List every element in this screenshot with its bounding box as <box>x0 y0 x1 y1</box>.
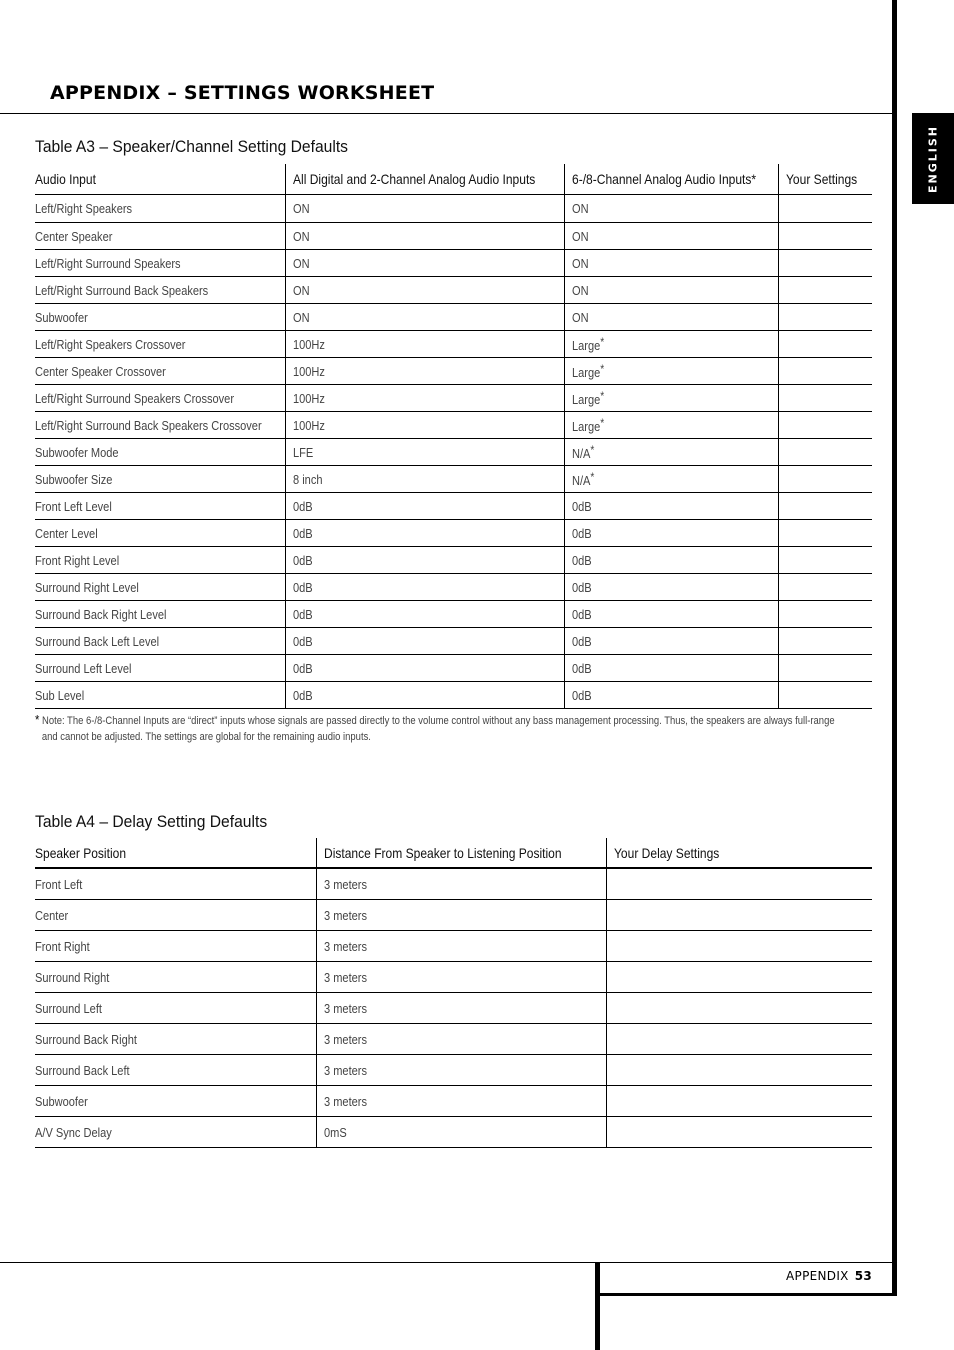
audio-input-cell: Front Right Level <box>35 547 285 574</box>
table-row <box>35 493 872 520</box>
analog-default-cell: 0dB <box>564 520 778 547</box>
analog-default-cell: 0dB <box>564 655 778 682</box>
language-tab-label: ENGLISH <box>926 124 940 193</box>
speaker-position-cell: A/V Sync Delay <box>35 1117 316 1148</box>
asterisk-mark: * <box>599 416 604 430</box>
speaker-channel-defaults-table <box>35 164 872 709</box>
page-number: 53 <box>854 1269 872 1283</box>
audio-input-cell: Left/Right Surround Back Speakers Crossover <box>35 412 285 439</box>
footnote-text-line2: and cannot be adjusted. The settings are global for the remaining audio inputs. <box>41 731 371 743</box>
distance-cell: 3 meters <box>316 868 606 900</box>
distance-cell: 3 meters <box>316 993 606 1024</box>
analog-default-cell: ON <box>564 304 778 331</box>
your-delay-cell[interactable] <box>606 1117 872 1148</box>
table-row <box>35 520 872 547</box>
analog-default-cell: ON <box>564 223 778 250</box>
asterisk-mark: * <box>589 470 594 484</box>
digital-default-cell: 0dB <box>285 493 564 520</box>
your-delay-cell[interactable] <box>606 868 872 900</box>
audio-input-cell: Center Speaker Crossover <box>35 358 285 385</box>
audio-input-cell: Left/Right Speakers <box>35 195 285 223</box>
distance-cell: 3 meters <box>316 1086 606 1117</box>
audio-input-cell: Left/Right Surround Speakers <box>35 250 285 277</box>
distance-cell: 3 meters <box>316 1055 606 1086</box>
table-row <box>35 466 872 493</box>
table-row <box>35 412 872 439</box>
digital-default-cell: ON <box>285 277 564 304</box>
table-row <box>35 304 872 331</box>
audio-input-cell: Surround Left Level <box>35 655 285 682</box>
analog-default-cell: 0dB <box>564 547 778 574</box>
speaker-position-cell: Surround Back Right <box>35 1024 316 1055</box>
speaker-position-cell: Front Right <box>35 931 316 962</box>
footer-section-label: APPENDIX <box>786 1269 849 1283</box>
digital-default-cell: 100Hz <box>285 385 564 412</box>
asterisk-mark: * <box>599 335 604 349</box>
asterisk-mark: * <box>589 443 594 457</box>
speaker-position-cell: Center <box>35 900 316 931</box>
digital-default-cell: LFE <box>285 439 564 466</box>
your-settings-cell[interactable] <box>778 547 872 574</box>
your-settings-cell[interactable] <box>778 250 872 277</box>
analog-default-cell: 0dB <box>564 493 778 520</box>
digital-default-cell: 8 inch <box>285 466 564 493</box>
table-row <box>35 331 872 358</box>
your-settings-cell[interactable] <box>778 574 872 601</box>
asterisk-mark: * <box>599 362 604 376</box>
your-delay-cell[interactable] <box>606 900 872 931</box>
digital-default-cell: 0dB <box>285 682 564 709</box>
your-delay-cell[interactable] <box>606 1055 872 1086</box>
digital-default-cell: 0dB <box>285 655 564 682</box>
table-row <box>35 1117 872 1148</box>
footnote-marker: * <box>35 712 40 727</box>
audio-input-cell: Subwoofer Size <box>35 466 285 493</box>
your-settings-cell[interactable] <box>778 195 872 223</box>
analog-default-cell: 0dB <box>564 601 778 628</box>
digital-default-cell: 0dB <box>285 628 564 655</box>
your-settings-cell[interactable] <box>778 385 872 412</box>
analog-default-cell: ON <box>564 195 778 223</box>
digital-default-cell: ON <box>285 304 564 331</box>
analog-default-cell: Large* <box>564 331 778 358</box>
your-settings-cell[interactable] <box>778 601 872 628</box>
column-header-speaker-position: Speaker Position <box>35 838 316 868</box>
table-row <box>35 962 872 993</box>
analog-default-cell: N/A* <box>564 439 778 466</box>
audio-input-cell: Subwoofer <box>35 304 285 331</box>
table-row <box>35 993 872 1024</box>
table-row <box>35 900 872 931</box>
your-delay-cell[interactable] <box>606 962 872 993</box>
column-header-your-delay: Your Delay Settings <box>606 838 872 868</box>
your-delay-cell[interactable] <box>606 1024 872 1055</box>
page-title: APPENDIX – SETTINGS WORKSHEET <box>50 82 435 104</box>
speaker-position-cell: Surround Left <box>35 993 316 1024</box>
table-row <box>35 1055 872 1086</box>
table-row <box>35 250 872 277</box>
footer-box-rule <box>600 1293 897 1296</box>
analog-default-cell: 0dB <box>564 628 778 655</box>
column-header-audio-input: Audio Input <box>35 164 285 195</box>
column-header-analog-inputs: 6-/8-Channel Analog Audio Inputs* <box>564 164 778 195</box>
your-settings-cell[interactable] <box>778 628 872 655</box>
analog-default-cell: 0dB <box>564 682 778 709</box>
your-settings-cell[interactable] <box>778 223 872 250</box>
distance-cell: 3 meters <box>316 931 606 962</box>
table-a3-title: Table A3 – Speaker/Channel Setting Defaults <box>35 137 349 156</box>
table-row <box>35 547 872 574</box>
distance-cell: 3 meters <box>316 962 606 993</box>
distance-cell: 3 meters <box>316 1024 606 1055</box>
table-a4-title: Table A4 – Delay Setting Defaults <box>35 812 268 831</box>
analog-default-cell: N/A* <box>564 466 778 493</box>
table-row <box>35 385 872 412</box>
audio-input-cell: Center Speaker <box>35 223 285 250</box>
audio-input-cell: Center Level <box>35 520 285 547</box>
analog-default-cell: ON <box>564 277 778 304</box>
audio-input-cell: Surround Back Left Level <box>35 628 285 655</box>
your-settings-cell[interactable] <box>778 358 872 385</box>
audio-input-cell: Left/Right Surround Speakers Crossover <box>35 385 285 412</box>
audio-input-cell: Front Left Level <box>35 493 285 520</box>
your-delay-cell[interactable] <box>606 931 872 962</box>
speaker-position-cell: Front Left <box>35 868 316 900</box>
digital-default-cell: ON <box>285 223 564 250</box>
page-edge-bar <box>892 0 897 1295</box>
analog-default-cell: Large* <box>564 412 778 439</box>
table-row <box>35 574 872 601</box>
digital-default-cell: 0dB <box>285 547 564 574</box>
analog-default-cell: Large* <box>564 358 778 385</box>
table-row <box>35 1086 872 1117</box>
digital-default-cell: 100Hz <box>285 358 564 385</box>
column-header-your-settings: Your Settings <box>778 164 872 195</box>
table-header-row <box>35 838 872 868</box>
table-row <box>35 439 872 466</box>
digital-default-cell: 0dB <box>285 601 564 628</box>
your-settings-cell[interactable] <box>778 277 872 304</box>
audio-input-cell: Surround Back Right Level <box>35 601 285 628</box>
your-settings-cell[interactable] <box>778 466 872 493</box>
page-footer <box>786 1269 872 1283</box>
footer-divider-bar <box>595 1262 600 1350</box>
audio-input-cell: Left/Right Surround Back Speakers <box>35 277 285 304</box>
speaker-position-cell: Subwoofer <box>35 1086 316 1117</box>
asterisk-mark: * <box>599 389 604 403</box>
table-row <box>35 601 872 628</box>
language-tab <box>912 113 954 204</box>
footnote-text-line1: Note: The 6-/8-Channel Inputs are “direct” inputs whose signals are passed directly to the volume control without any bass management processing. Thus, the speakers are always full-range <box>41 715 835 727</box>
your-settings-cell[interactable] <box>778 304 872 331</box>
distance-cell: 0mS <box>316 1117 606 1148</box>
digital-default-cell: ON <box>285 195 564 223</box>
audio-input-cell: Sub Level <box>35 682 285 709</box>
speaker-position-cell: Surround Back Left <box>35 1055 316 1086</box>
column-header-digital-inputs: All Digital and 2-Channel Analog Audio Inputs <box>285 164 564 195</box>
header-rule <box>0 113 894 114</box>
analog-default-cell: ON <box>564 250 778 277</box>
table-row <box>35 682 872 709</box>
analog-default-cell: 0dB <box>564 574 778 601</box>
table-a3-footnote <box>35 712 865 745</box>
digital-default-cell: ON <box>285 250 564 277</box>
column-header-distance: Distance From Speaker to Listening Position <box>316 838 606 868</box>
audio-input-cell: Left/Right Speakers Crossover <box>35 331 285 358</box>
your-settings-cell[interactable] <box>778 412 872 439</box>
your-settings-cell[interactable] <box>778 439 872 466</box>
table-row <box>35 358 872 385</box>
your-settings-cell[interactable] <box>778 520 872 547</box>
audio-input-cell: Surround Right Level <box>35 574 285 601</box>
your-delay-cell[interactable] <box>606 1086 872 1117</box>
distance-cell: 3 meters <box>316 900 606 931</box>
table-header-row <box>35 164 872 195</box>
table-row <box>35 931 872 962</box>
your-settings-cell[interactable] <box>778 655 872 682</box>
digital-default-cell: 0dB <box>285 574 564 601</box>
digital-default-cell: 100Hz <box>285 412 564 439</box>
speaker-position-cell: Surround Right <box>35 962 316 993</box>
your-settings-cell[interactable] <box>778 331 872 358</box>
digital-default-cell: 100Hz <box>285 331 564 358</box>
your-settings-cell[interactable] <box>778 493 872 520</box>
table-row <box>35 277 872 304</box>
audio-input-cell: Subwoofer Mode <box>35 439 285 466</box>
table-row <box>35 1024 872 1055</box>
footer-rule <box>0 1262 894 1263</box>
table-row <box>35 868 872 900</box>
your-settings-cell[interactable] <box>778 682 872 709</box>
table-row <box>35 195 872 223</box>
analog-default-cell: Large* <box>564 385 778 412</box>
table-row <box>35 223 872 250</box>
table-row <box>35 655 872 682</box>
your-delay-cell[interactable] <box>606 993 872 1024</box>
table-row <box>35 628 872 655</box>
delay-defaults-table <box>35 838 872 1148</box>
digital-default-cell: 0dB <box>285 520 564 547</box>
